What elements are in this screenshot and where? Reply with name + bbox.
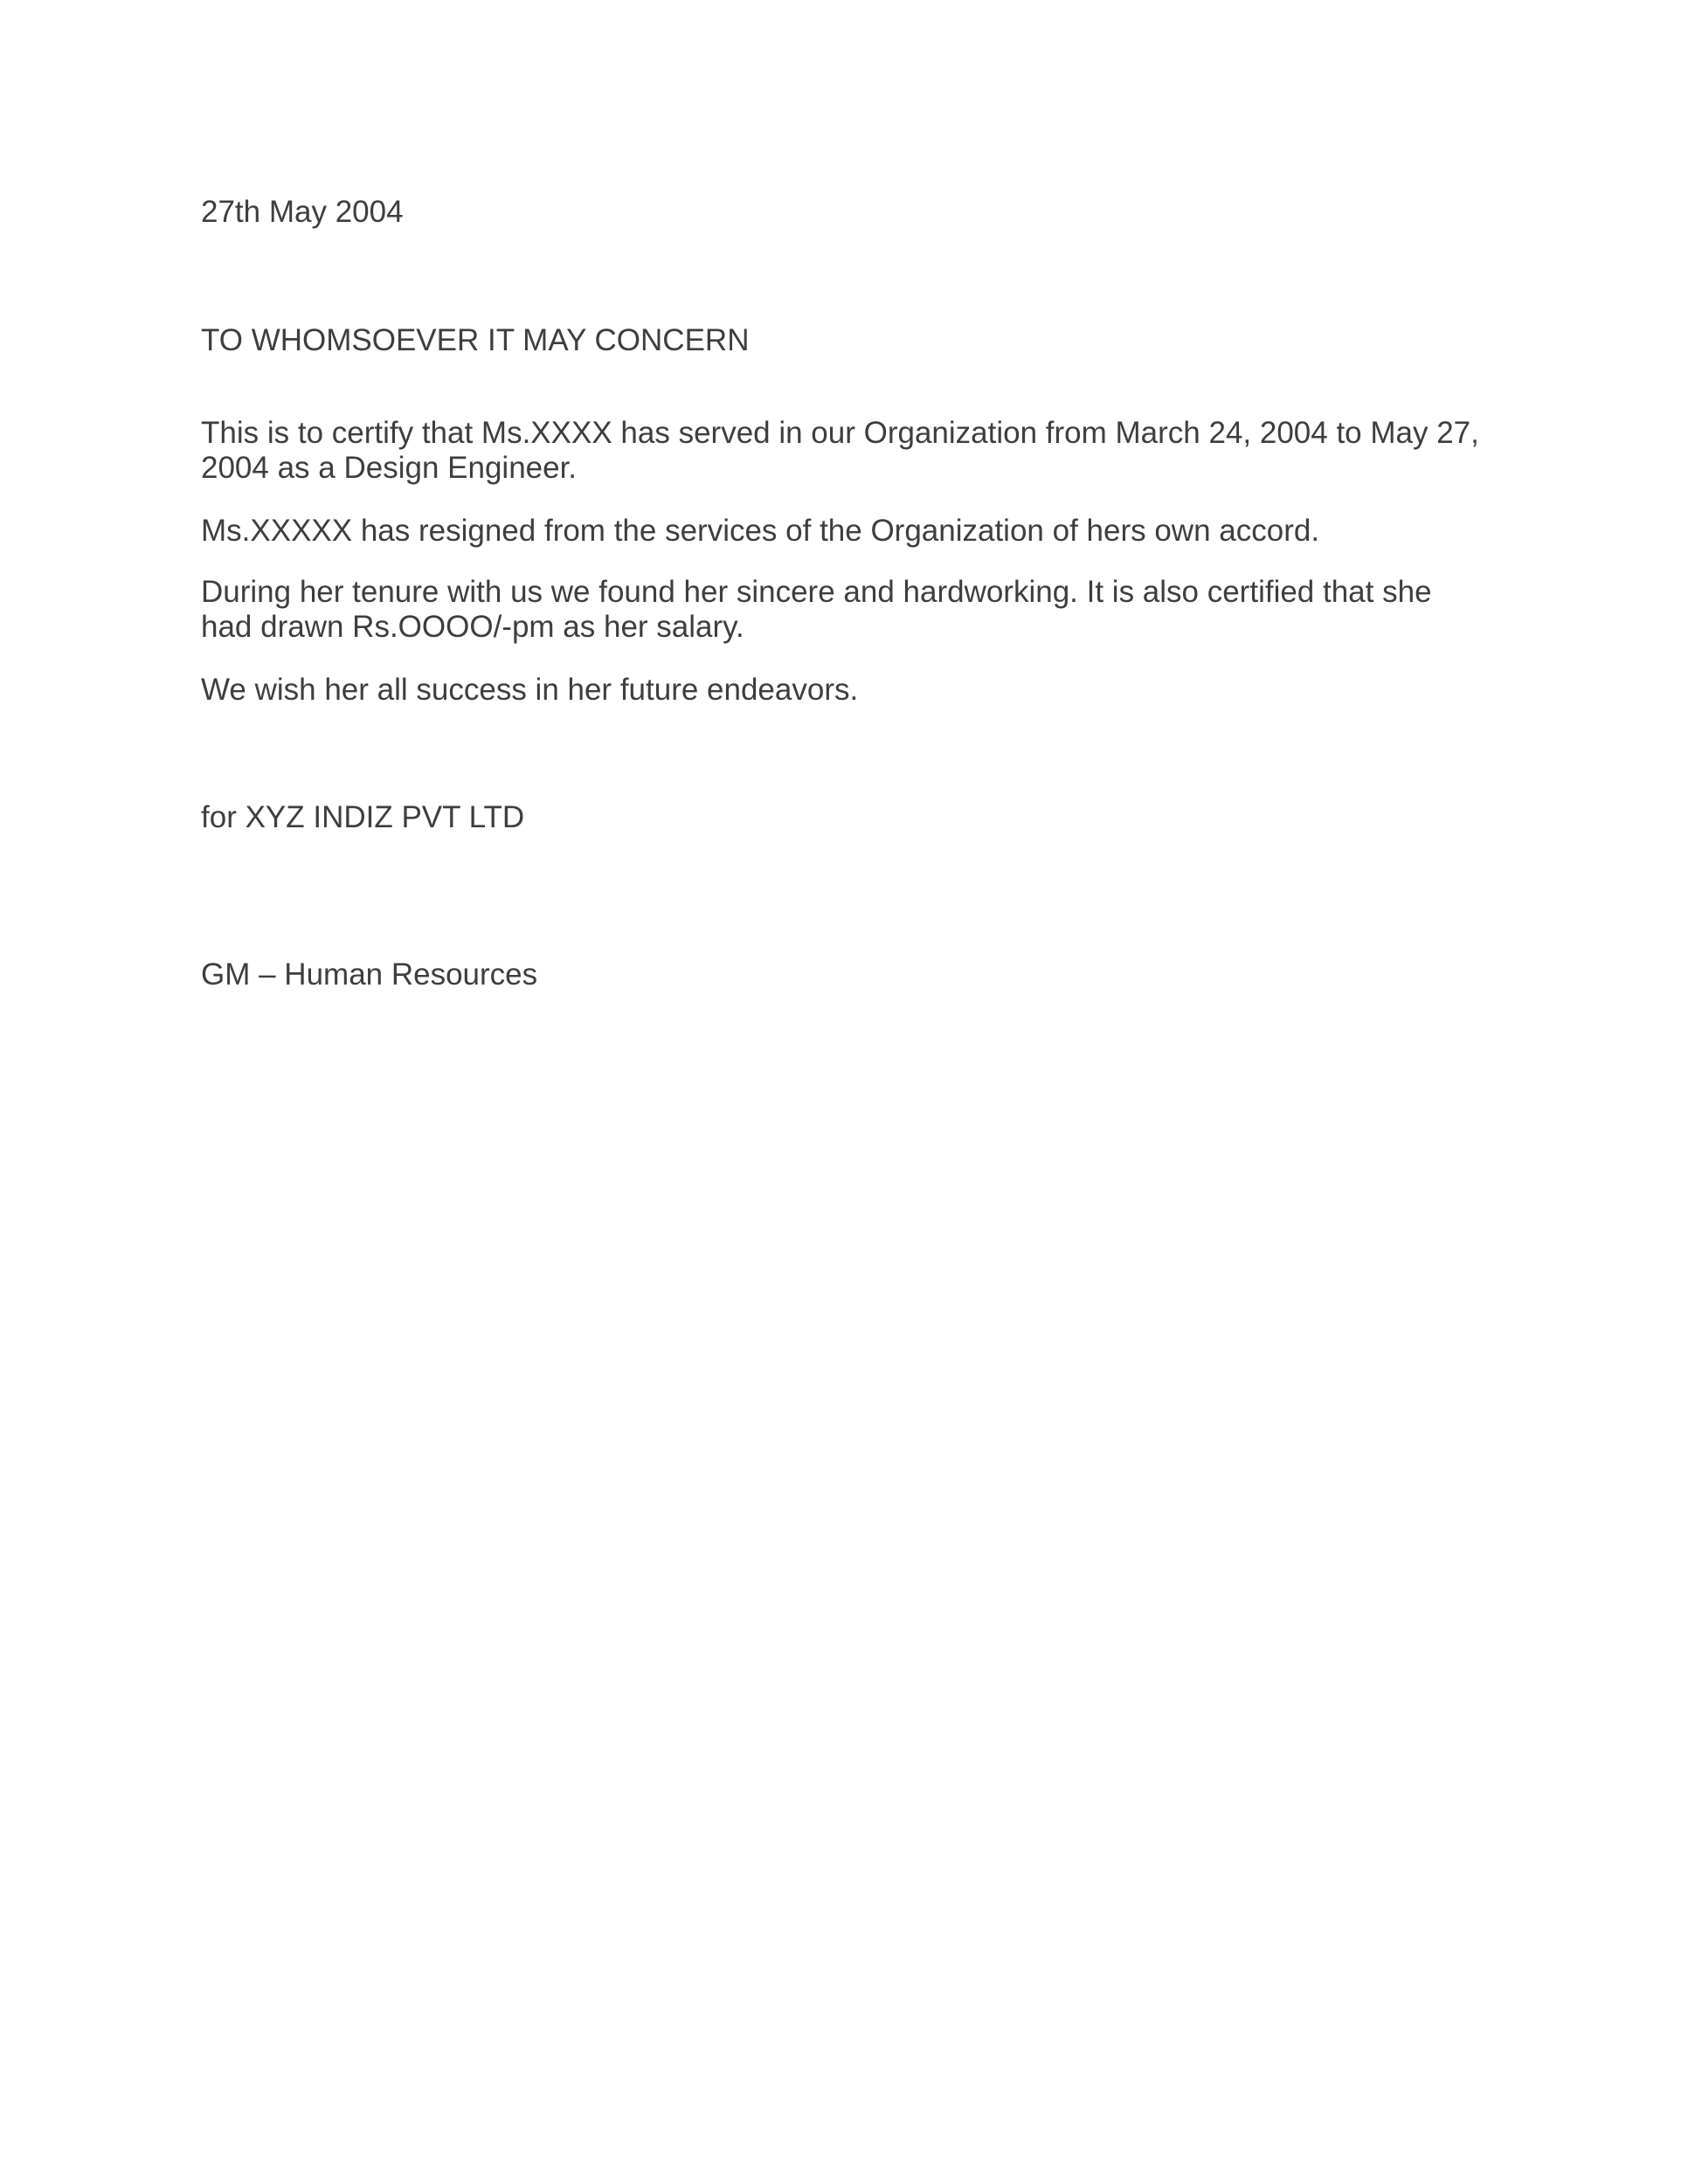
- letter-paragraph-service: This is to certify that Ms.XXXX has served in our Organization from March 24, 2004 to May 27, 2004 as a Design Engineer.: [201, 416, 1479, 485]
- signature-role-line: GM – Human Resources: [201, 957, 538, 992]
- letter-paragraph-tenure-salary: During her tenure with us we found her sincere and hardworking. It is also certified that she had drawn Rs.OOOO/-pm as her salary.: [201, 575, 1432, 644]
- letter-paragraph-resignation: Ms.XXXXX has resigned from the services of the Organization of hers own accord.: [201, 514, 1320, 548]
- letter-paragraph-wishes: We wish her all success in her future endeavors.: [201, 673, 859, 707]
- letter-date: 27th May 2004: [201, 195, 404, 229]
- signature-company-line: for XYZ INDIZ PVT LTD: [201, 800, 525, 834]
- letter-heading: TO WHOMSOEVER IT MAY CONCERN: [201, 323, 750, 357]
